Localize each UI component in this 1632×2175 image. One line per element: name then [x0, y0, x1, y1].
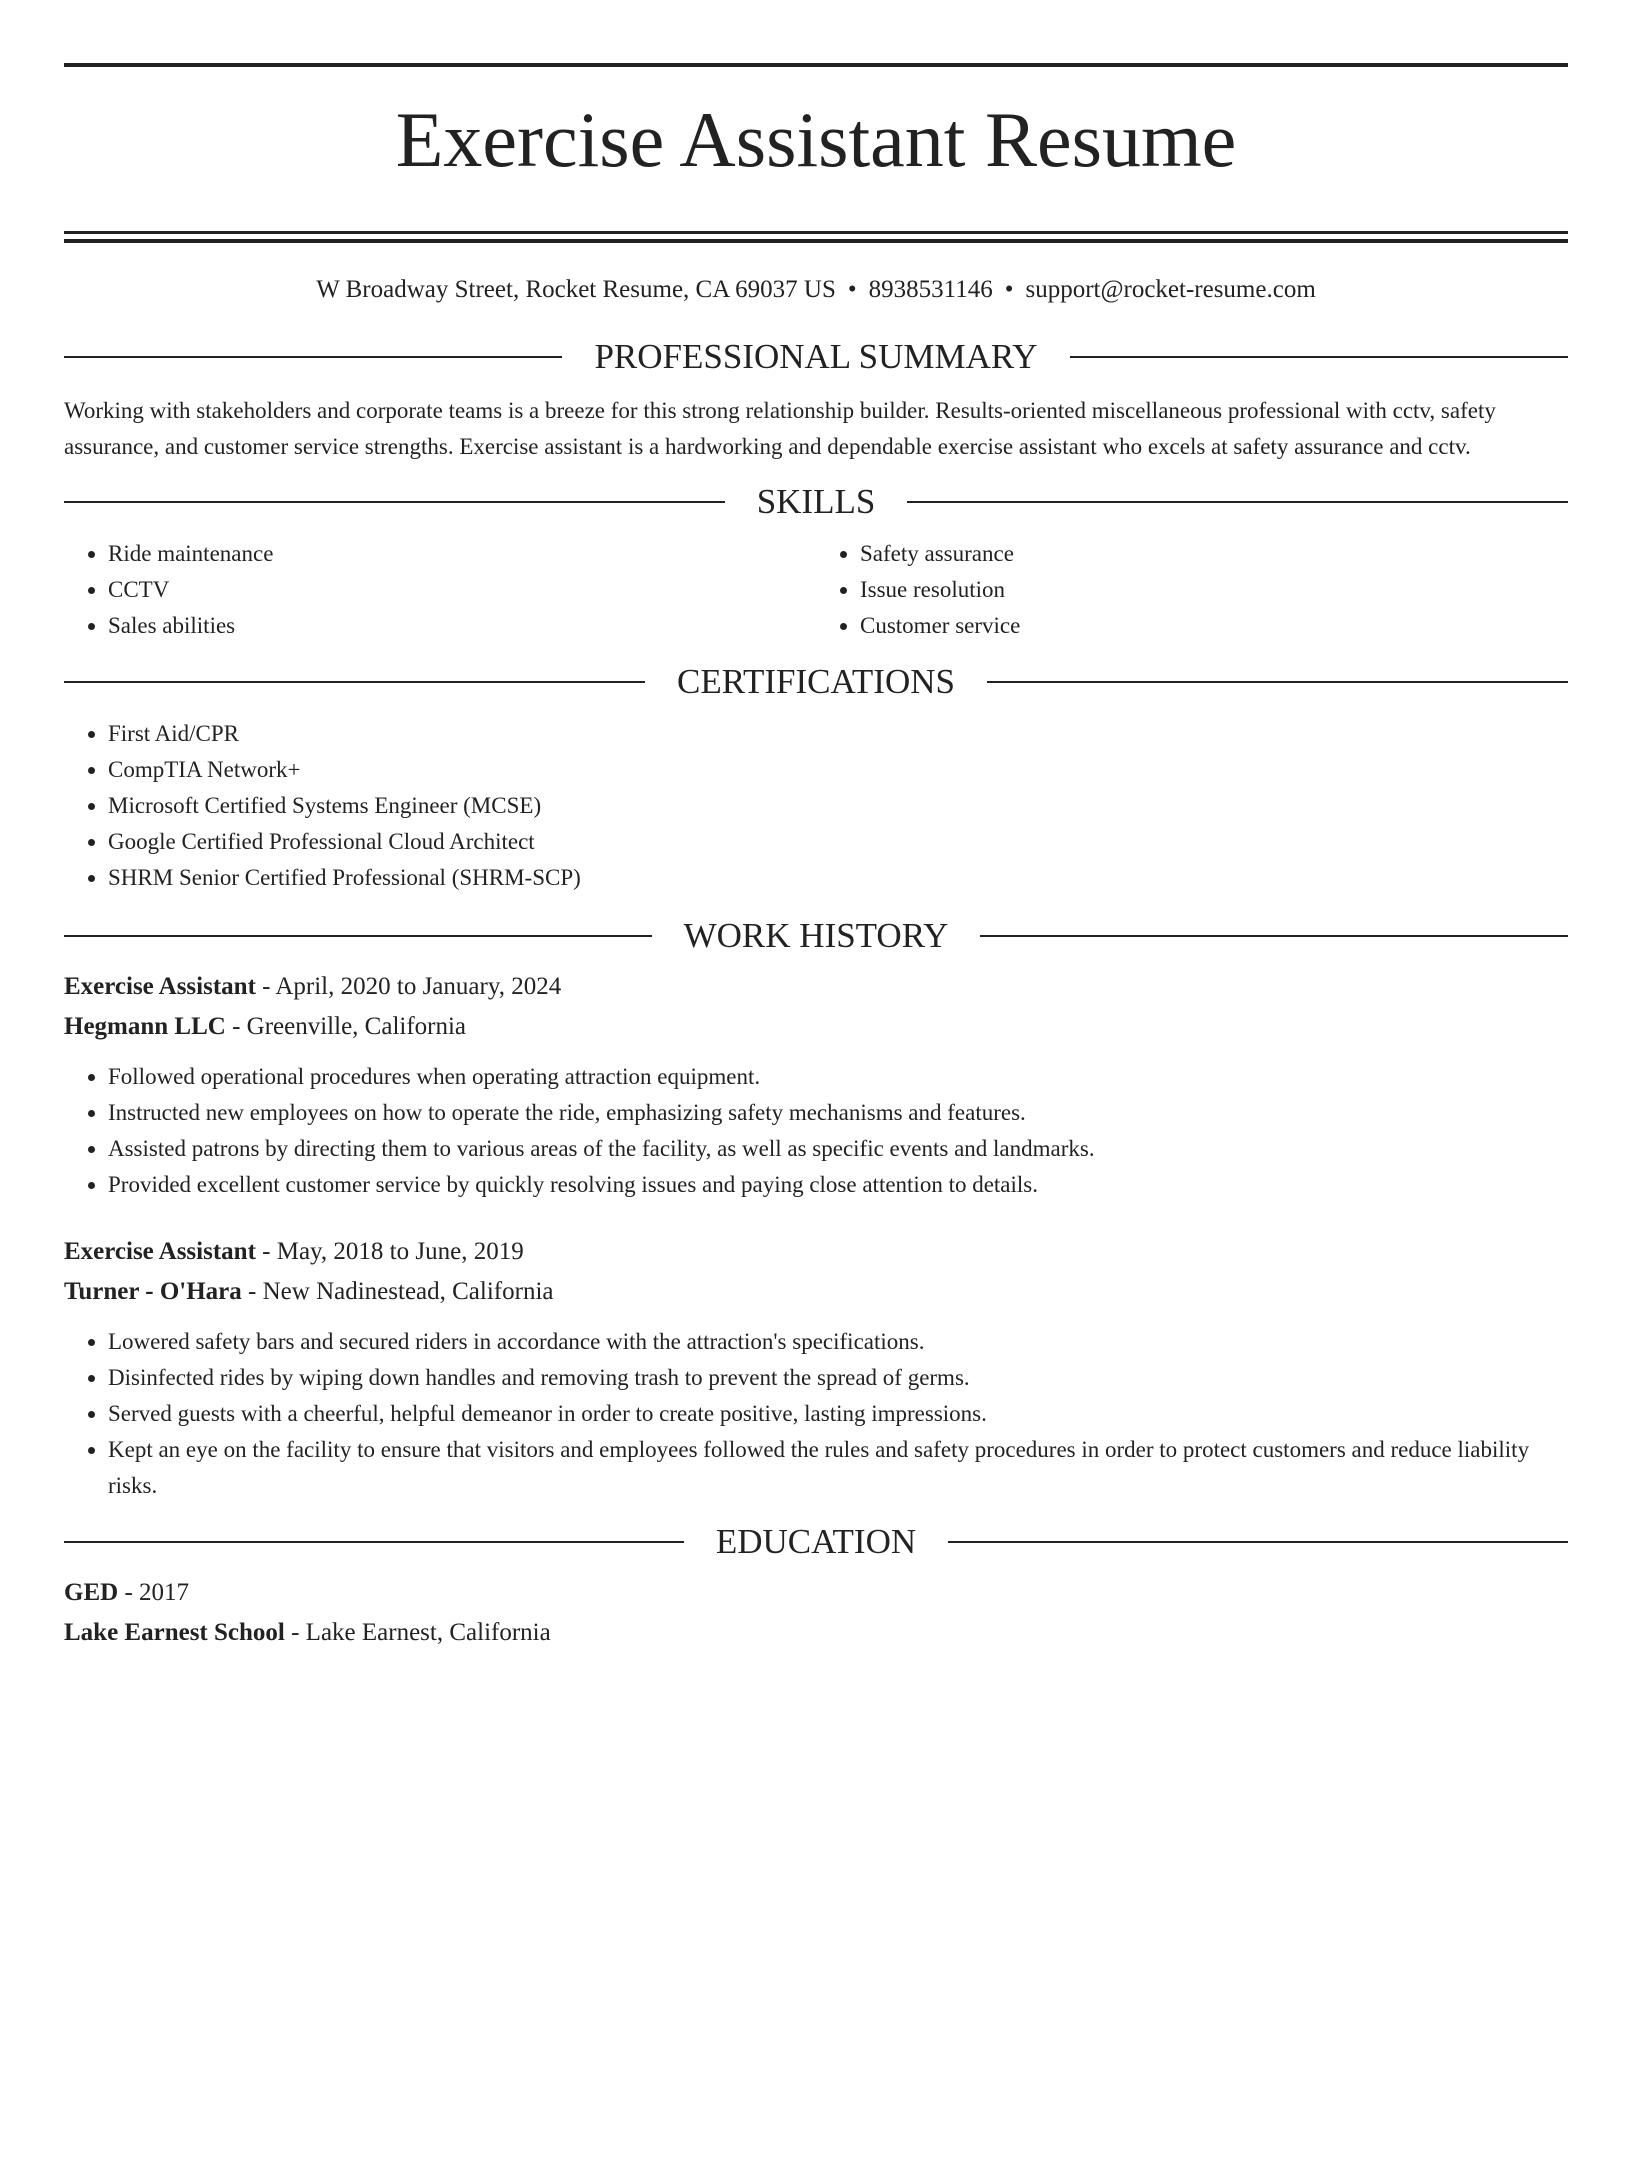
education-school-line [64, 1613, 1568, 1653]
section-title-skills: SKILLS [756, 482, 876, 522]
job-dates: - April, 2020 to January, 2024 [255, 973, 562, 1001]
job-company-line [64, 1007, 1568, 1047]
section-rule-left [64, 1541, 684, 1543]
job-entry [64, 967, 1568, 1203]
contact-email: support@rocket-resume.com [1025, 276, 1316, 304]
summary-text: Working with stakeholders and corporate teams is a breeze for this strong relationship builder. Results-oriented miscellaneous professional with cctv, safety assurance, and customer service strengths. Exercise assistant is a hardworking and dependable exercise assistant who excels at safety assurance and cctv. [64, 398, 1496, 460]
skills-list [64, 536, 1568, 644]
education-location: - Lake Earnest, California [284, 1619, 551, 1647]
section-rule-right [1070, 356, 1568, 358]
skill-item: • CCTV [108, 572, 816, 608]
certification-item: • Google Certified Professional Cloud Architect [108, 824, 1568, 860]
certification-item: • First Aid/CPR [108, 716, 1568, 752]
contact-line [64, 277, 1568, 302]
section-header-education [64, 1522, 1568, 1562]
skill-item: • Issue resolution [860, 572, 1568, 608]
skill-item: • Safety assurance [860, 536, 1568, 572]
education-school: Lake Earnest School [64, 1619, 285, 1647]
top-rule [64, 63, 1568, 67]
certification-item: • Microsoft Certified Systems Engineer (MCSE) [108, 788, 1568, 824]
title-double-rule [64, 231, 1568, 243]
contact-phone: 8938531146 [868, 276, 993, 304]
section-title-education: EDUCATION [715, 1522, 917, 1562]
resume-page [0, 63, 1632, 2175]
job-bullet: • Assisted patrons by directing them to various areas of the facility, as well as specific events and landmarks. [108, 1131, 1568, 1167]
section-header-summary [64, 337, 1568, 377]
certification-item: • SHRM Senior Certified Professional (SHRM-SCP) [108, 860, 1568, 896]
education-degree-line [64, 1573, 1568, 1613]
job-title-line [64, 967, 1568, 1007]
section-rule-right [987, 681, 1568, 683]
job-bullet: • Followed operational procedures when operating attraction equipment. [108, 1059, 1568, 1095]
contact-separator: • [847, 276, 857, 304]
job-title-line [64, 1232, 1568, 1272]
section-rule-left [64, 935, 652, 937]
job-location: - New Nadinestead, California [241, 1278, 554, 1306]
job-role: Exercise Assistant [64, 1238, 256, 1266]
contact-separator: • [1004, 276, 1014, 304]
resume-title: Exercise Assistant Resume [395, 96, 1237, 183]
section-rule-left [64, 356, 562, 358]
job-bullet: • Instructed new employees on how to operate the ride, emphasizing safety mechanisms and features. [108, 1095, 1568, 1131]
skills-column-right [816, 536, 1568, 644]
section-title-certifications: CERTIFICATIONS [677, 662, 955, 702]
skills-column-left [64, 536, 816, 644]
job-bullet: • Provided excellent customer service by quickly resolving issues and paying close attention to details. [108, 1167, 1568, 1203]
section-header-skills [64, 482, 1568, 522]
section-rule-left [64, 681, 645, 683]
section-rule-right [948, 1541, 1568, 1543]
section-rule-right [907, 501, 1568, 503]
job-bullets [64, 1059, 1568, 1203]
education-year: - 2017 [118, 1579, 190, 1607]
job-bullet: • Kept an eye on the facility to ensure that visitors and employees followed the rules and safety procedures in order to protect customers and reduce liability risks. [108, 1432, 1568, 1504]
skill-item: • Customer service [860, 608, 1568, 644]
job-role: Exercise Assistant [64, 973, 256, 1001]
job-bullets [64, 1324, 1568, 1504]
skill-item: • Ride maintenance [108, 536, 816, 572]
job-location: - Greenville, California [225, 1013, 467, 1041]
job-company: Hegmann LLC [64, 1013, 226, 1041]
job-bullet: • Disinfected rides by wiping down handles and removing trash to prevent the spread of germs. [108, 1360, 1568, 1396]
job-dates: - May, 2018 to June, 2019 [255, 1238, 524, 1266]
certification-item: • CompTIA Network+ [108, 752, 1568, 788]
job-bullet: • Served guests with a cheerful, helpful demeanor in order to create positive, lasting impressions. [108, 1396, 1568, 1432]
education-degree: GED [64, 1579, 119, 1607]
section-header-certifications [64, 662, 1568, 702]
certifications-list [64, 716, 1568, 896]
section-title-work: WORK HISTORY [683, 916, 949, 956]
skill-item: • Sales abilities [108, 608, 816, 644]
contact-address: W Broadway Street, Rocket Resume, CA 69037 US [316, 276, 836, 304]
education-entry [64, 1573, 1568, 1653]
job-company: Turner - O'Hara [64, 1278, 242, 1306]
section-title-summary: PROFESSIONAL SUMMARY [594, 337, 1038, 377]
section-rule-left [64, 501, 725, 503]
job-entry [64, 1232, 1568, 1504]
job-company-line [64, 1272, 1568, 1312]
job-bullet: • Lowered safety bars and secured riders in accordance with the attraction's specifications. [108, 1324, 1568, 1360]
section-rule-right [980, 935, 1568, 937]
section-header-work [64, 916, 1568, 956]
